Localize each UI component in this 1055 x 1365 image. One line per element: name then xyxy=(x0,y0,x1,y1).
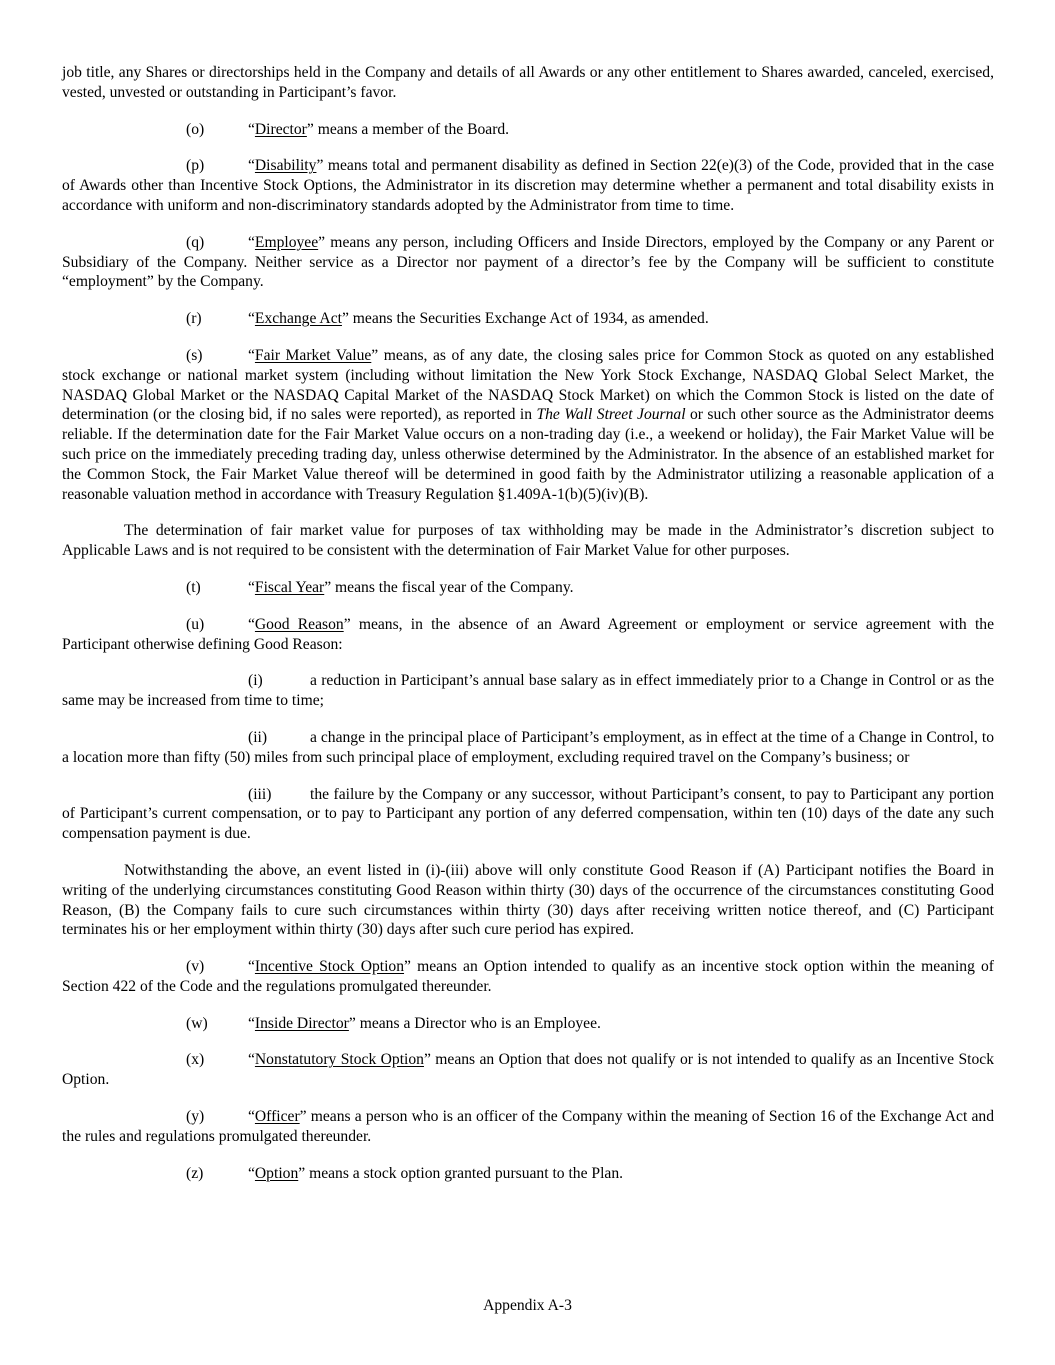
sub-item-text: a reduction in Participant’s annual base salary as in effect immediately prior to a Change in Control or as the same may be increased from time to time; xyxy=(62,672,994,710)
definition-good-reason xyxy=(62,615,994,655)
item-label: (y) xyxy=(186,1108,205,1126)
sub-item-text: the failure by the Company or any successor, without Participant’s consent, to pay to Participant any portion of Participant’s current compensation, or to pay to Participant any portion of any deferred compensation, within ten (10) days of the date any such compensation payment is due. xyxy=(62,785,994,843)
intro-paragraph: job title, any Shares or directorships held in the Company and details of all Awards or any other entitlement to Shares awarded, canceled, exercised, vested, unvested or outstanding in Participant’s favor. xyxy=(62,64,994,101)
defined-term: Officer xyxy=(254,1108,300,1126)
definition-text: ” means a stock option granted pursuant to the Plan. xyxy=(298,1164,624,1182)
good-reason-item-ii xyxy=(62,728,994,768)
item-label: (t) xyxy=(186,578,201,596)
item-label: (o) xyxy=(186,120,205,138)
definition-text: ” means the fiscal year of the Company. xyxy=(324,578,574,596)
good-reason-item-i xyxy=(62,671,994,711)
open-quote: “ xyxy=(248,233,255,251)
definition-officer xyxy=(62,1107,994,1147)
item-label: (x) xyxy=(186,1051,205,1069)
definition-disability xyxy=(62,156,994,215)
defined-term: Exchange Act xyxy=(254,310,342,328)
defined-term: Fair Market Value xyxy=(254,346,372,364)
definition-fiscal-year xyxy=(62,578,994,598)
definition-text: ” means an Option intended to qualify as an incentive stock option within the meaning of Section 422 of the Code and the regulations promulgated thereunder. xyxy=(62,958,994,995)
defined-term: Nonstatutory Stock Option xyxy=(254,1051,424,1069)
open-quote: “ xyxy=(248,958,255,976)
definition-fair-market-value xyxy=(62,346,994,504)
open-quote: “ xyxy=(248,1051,255,1069)
good-reason-note: Notwithstanding the above, an event listed in (i)-(iii) above will only constitute Good Reason if (A) Participant notifies the Board in writing of the underlying circumstances constituting Good Reason within thirty (30) days of the occurrence of the circumstances constituting Good Reason, (B) the Company fails to cure such circumstances within thirty (30) days after receiving written notice thereof, and (C) Participant terminates his or her employment within thirty (30) days after such cure period has expired. xyxy=(62,861,994,939)
definition-text: ” means, in the absence of an Award Agreement or employment or service agreement with the Participant otherwise defining Good Reason: xyxy=(62,615,994,653)
definition-text: ” means, as of any date, the closing sales price for Common Stock as quoted on any established stock exchange or national market system (including without limitation the New York Stock Exchange, NASDAQ Global Select Market, the NASDAQ Global Market or the NASDAQ Capital Market of the NASDAQ Stock Market) on which the Common Stock is listed on the date of determination (or the closing bid, if no sales were reported), as reported in xyxy=(62,346,994,424)
publication-title: The Wall Street Journal xyxy=(536,406,686,424)
defined-term: Good Reason xyxy=(254,615,344,633)
definition-option xyxy=(62,1164,994,1184)
definition-director xyxy=(62,120,994,140)
open-quote: “ xyxy=(248,578,255,596)
definition-text: ” means a Director who is an Employee. xyxy=(348,1014,601,1032)
defined-term: Disability xyxy=(254,157,317,175)
definition-text: ” means a member of the Board. xyxy=(306,120,510,138)
sub-item-label: (i) xyxy=(248,672,263,690)
defined-term: Option xyxy=(254,1164,299,1182)
open-quote: “ xyxy=(248,157,255,175)
definition-text: ” means any person, including Officers and Inside Directors, employed by the Company or any Parent or Subsidiary of the Company. Neither service as a Director nor payment of a director’s fee by the Company will be sufficient to constitute “employment” by the Company. xyxy=(62,233,994,291)
definition-text: ” means the Securities Exchange Act of 1934, as amended. xyxy=(341,310,709,328)
open-quote: “ xyxy=(248,1108,255,1126)
definition-text: ” means a person who is an officer of the Company within the meaning of Section 16 of the Exchange Act and the rules and regulations promulgated thereunder. xyxy=(62,1108,994,1145)
item-label: (z) xyxy=(186,1164,204,1182)
definition-nonstatutory-stock-option xyxy=(62,1050,994,1090)
open-quote: “ xyxy=(248,1014,255,1032)
defined-term: Employee xyxy=(254,233,319,251)
open-quote: “ xyxy=(248,1164,255,1182)
document-body xyxy=(62,63,994,1200)
definition-text: ” means total and permanent disability as defined in Section 22(e)(3) of the Code, provided that in the case of Awards other than Incentive Stock Options, the Administrator in its discretion may determine whether a permanent and total disability exists in accordance with uniform and non-discriminatory standards adopted by the Administrator from time to time. xyxy=(62,157,994,214)
defined-term: Director xyxy=(254,120,307,138)
defined-term: Incentive Stock Option xyxy=(254,958,405,976)
defined-term: Fiscal Year xyxy=(254,578,325,596)
item-label: (u) xyxy=(186,615,205,633)
definition-incentive-stock-option xyxy=(62,957,994,997)
item-label: (q) xyxy=(186,233,205,251)
definition-inside-director xyxy=(62,1014,994,1034)
open-quote: “ xyxy=(248,120,255,138)
open-quote: “ xyxy=(248,346,255,364)
sub-item-label: (ii) xyxy=(248,728,268,746)
page-footer: Appendix A-3 xyxy=(483,1297,572,1314)
sub-item-text: a change in the principal place of Participant’s employment, as in effect at the time of a Change in Control, to a location more than fifty (50) miles from such principal place of employment, excluding required travel on the Company’s business; or xyxy=(62,728,994,766)
good-reason-item-iii xyxy=(62,785,994,844)
item-label: (p) xyxy=(186,157,205,175)
item-label: (w) xyxy=(186,1014,208,1032)
definition-text: ” means an Option that does not qualify or is not intended to qualify as an Incentive Stock Option. xyxy=(62,1051,994,1089)
fair-market-value-note: The determination of fair market value for purposes of tax withholding may be made in the Administrator’s discretion subject to Applicable Laws and is not required to be consistent with the determination of Fair Market Value for other purposes. xyxy=(62,522,994,560)
item-label: (v) xyxy=(186,958,205,976)
definition-exchange-act xyxy=(62,309,994,329)
defined-term: Inside Director xyxy=(254,1014,349,1032)
open-quote: “ xyxy=(248,310,255,328)
definition-employee xyxy=(62,233,994,292)
definition-text-continued: or such other source as the Administrator deems reliable. If the determination date for the Fair Market Value occurs on a non-trading day (i.e., a weekend or holiday), the Fair Market Value will be such price on the immediately preceding trading day, unless otherwise determined by the Administrator. In the absence of an established market for the Common Stock, the Fair Market Value thereof will be determined in good faith by the Administrator utilizing a reasonable application of a reasonable valuation method in accordance with Treasury Regulation §1.409A-1(b)(5)(iv)(B). xyxy=(62,406,994,503)
open-quote: “ xyxy=(248,615,255,633)
item-label: (s) xyxy=(186,346,203,364)
sub-item-label: (iii) xyxy=(248,785,272,803)
item-label: (r) xyxy=(186,310,202,328)
